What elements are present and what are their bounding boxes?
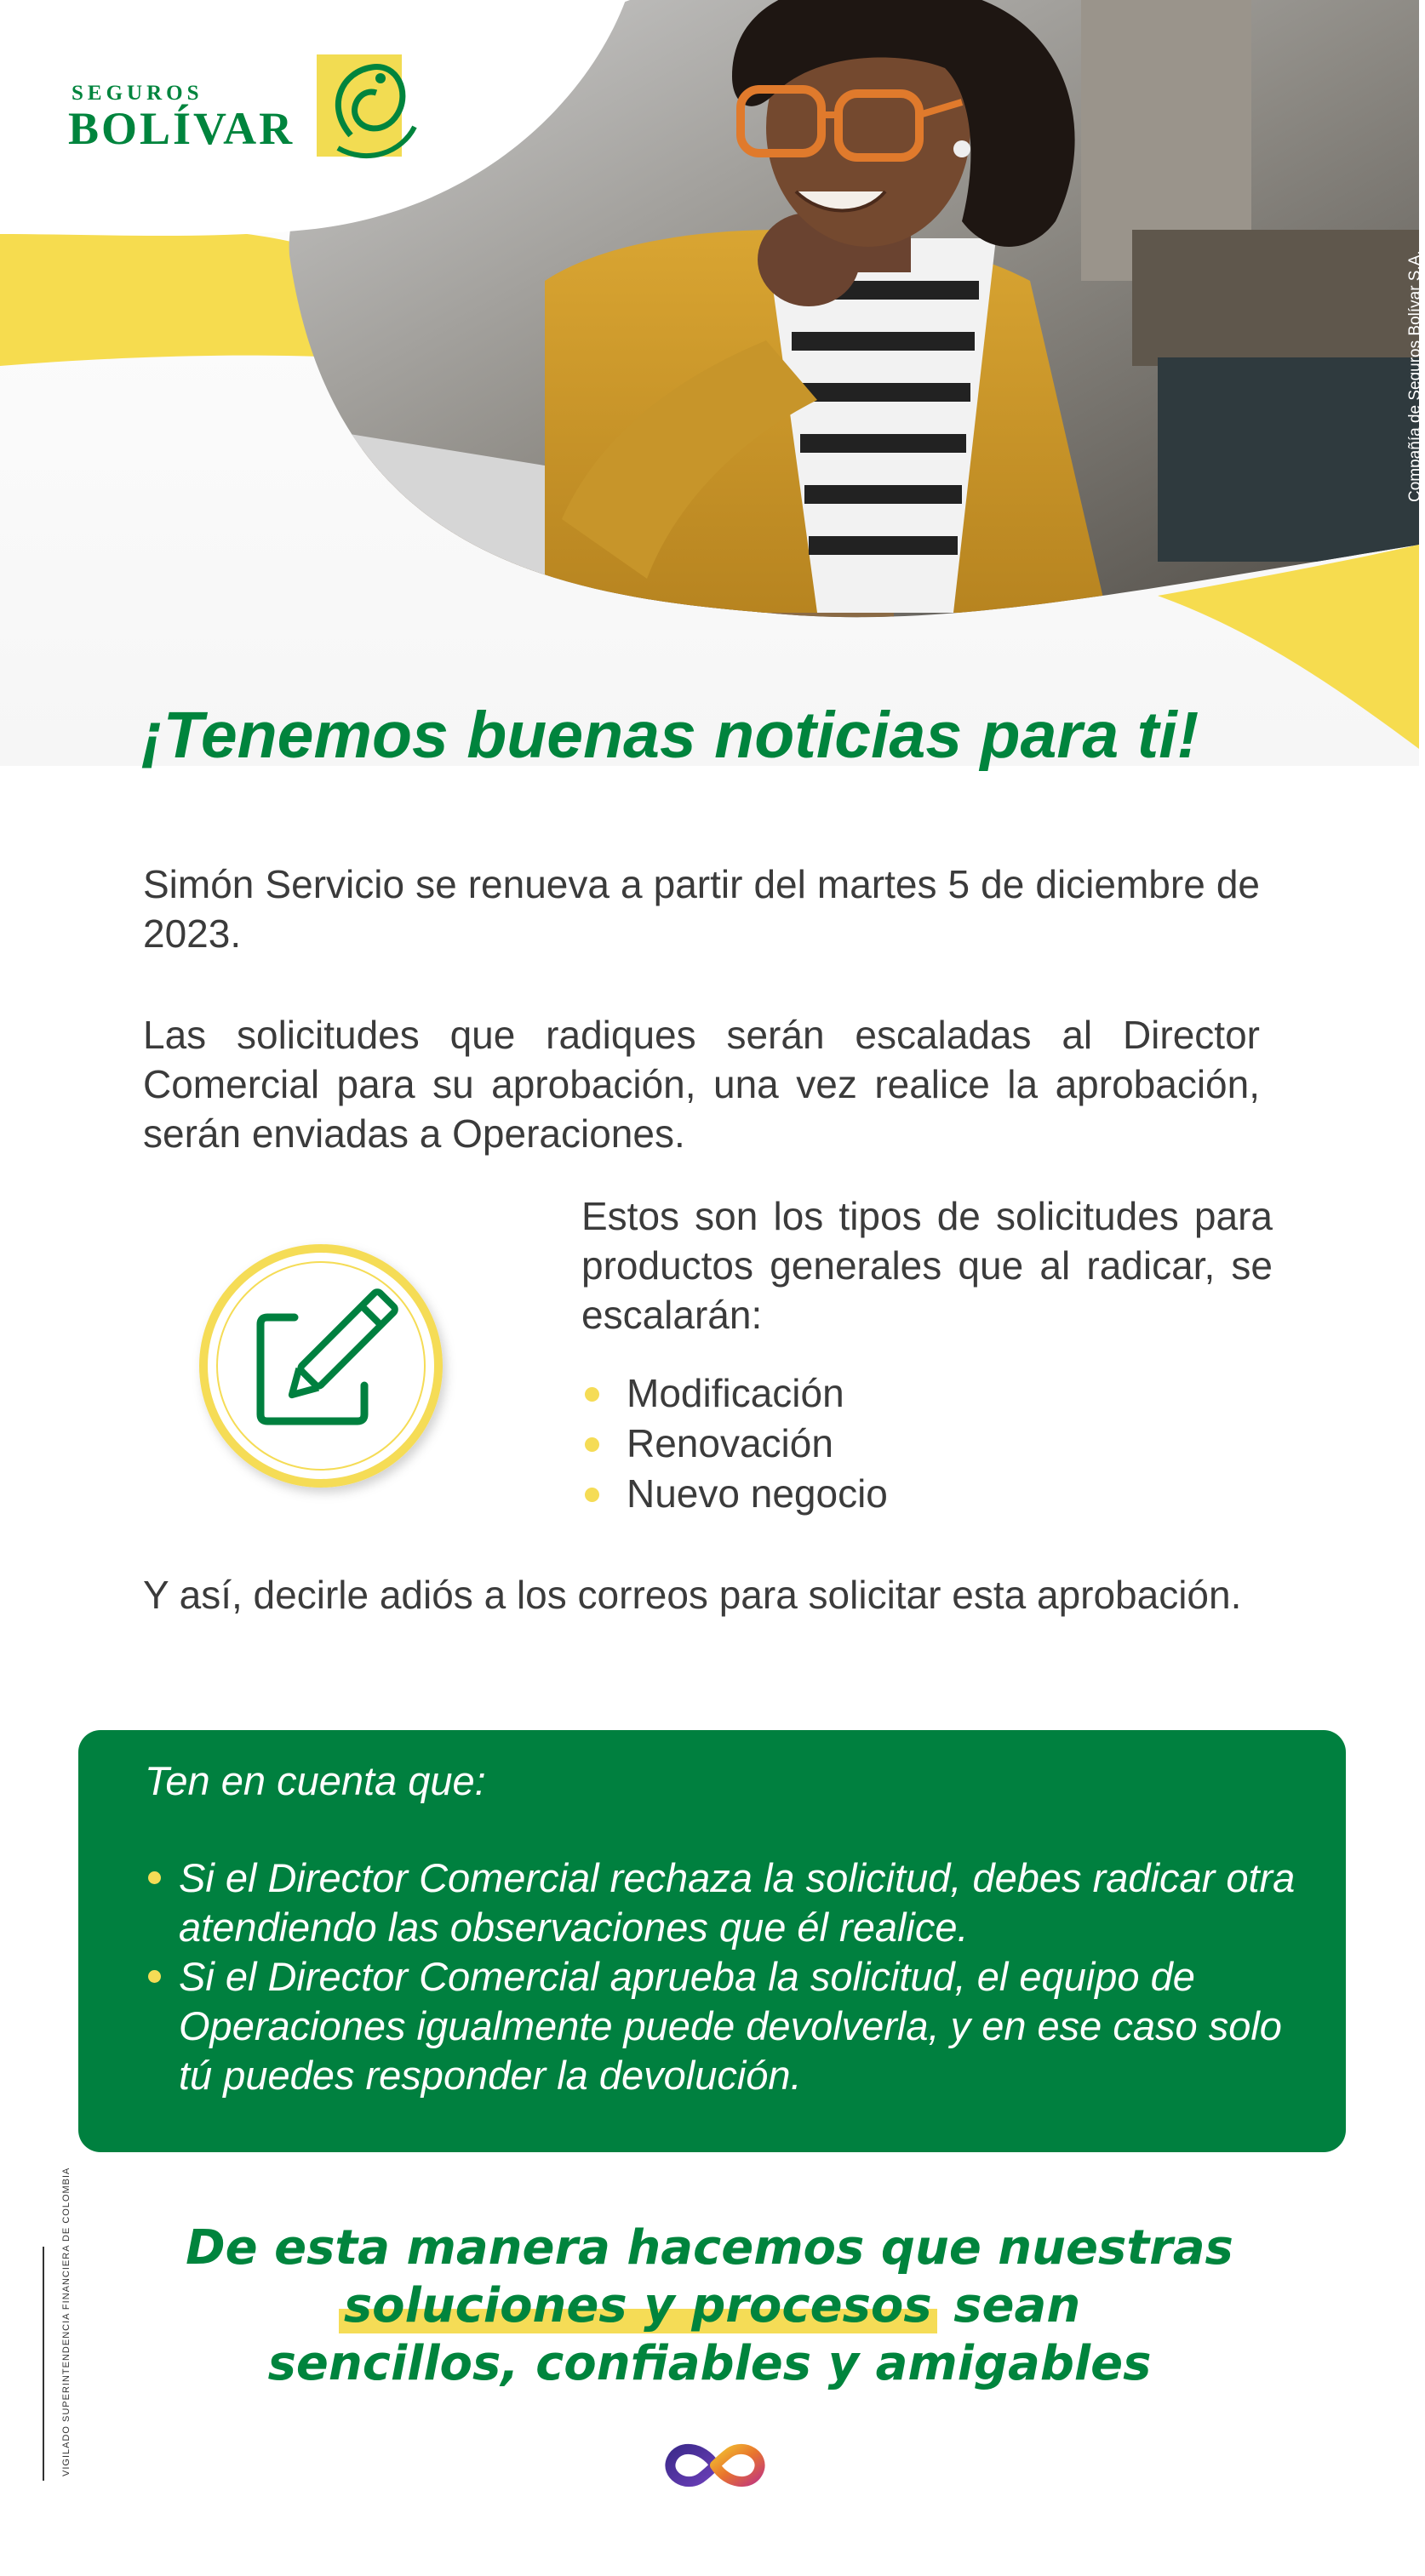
request-types-intro: Estos son los tipos de solicitudes para productos generales que al radicar, se escalarán: xyxy=(581,1194,1273,1337)
notice-title: Ten en cuenta que: xyxy=(145,1758,486,1803)
bullet-dot-icon xyxy=(585,1387,599,1402)
list-item: Si el Director Comercial rechaza la solicitud, debes radicar otra atendiendo las observaciones que él realice. xyxy=(145,1853,1302,1952)
slogan xyxy=(128,2219,1291,2393)
bullet-dot-icon xyxy=(585,1437,599,1452)
slogan-highlight: soluciones y procesos xyxy=(339,2278,937,2333)
infinity-logo-icon xyxy=(660,2436,770,2495)
list-item: Renovación xyxy=(581,1419,888,1469)
bullet-dot-icon xyxy=(585,1488,599,1502)
intro-paragraph-2: Las solicitudes que radiques serán escaladas al Director Comercial para su aprobación, una vez realice la aprobación, serán enviadas a Operaciones. xyxy=(143,1013,1260,1156)
bolivar-logo-icon xyxy=(317,54,415,157)
slogan-line-2: soluciones y procesos sean xyxy=(128,2277,1291,2335)
list-item: Modificación xyxy=(581,1368,888,1419)
slogan-line-3: sencillos, confiables y amigables xyxy=(267,2336,1152,2391)
bullet-dot-icon xyxy=(148,1970,161,1983)
list-item: Si el Director Comercial aprueba la solicitud, el equipo de Operaciones igualmente puede devolverla, y en ese caso solo tú puedes responder la devolución. xyxy=(145,1952,1302,2100)
closing-paragraph: Y así, decirle adiós a los correos para solicitar esta aprobación. xyxy=(143,1573,1242,1617)
headline: ¡Tenemos buenas noticias para ti! xyxy=(141,699,1199,772)
slogan-line-1: De esta manera hacemos que nuestras xyxy=(186,2220,1233,2276)
brand-name-top: SEGUROS xyxy=(72,82,203,105)
edit-document-icon xyxy=(194,1239,448,1493)
request-types-list xyxy=(581,1368,888,1519)
notice-list xyxy=(145,1853,1302,2100)
brand-name-main: BOLÍVAR xyxy=(68,103,295,154)
intro-paragraph-1: Simón Servicio se renueva a partir del martes 5 de diciembre de 2023. xyxy=(143,862,1260,956)
list-item: Nuevo negocio xyxy=(581,1469,888,1519)
regulator-mark: VIGILADO SUPERINTENDENCIA FINANCIERA DE COLOMBIA xyxy=(61,2167,72,2476)
copyright-note: Compañía de Seguros Bolívar S.A. xyxy=(1406,250,1424,502)
bullet-dot-icon xyxy=(148,1871,161,1884)
